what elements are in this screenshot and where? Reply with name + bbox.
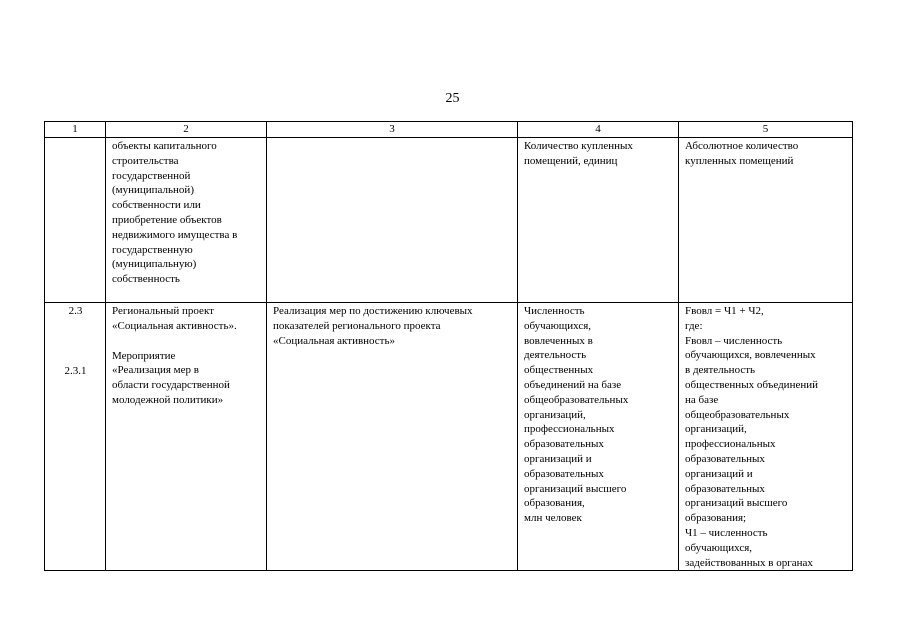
table-header-row <box>45 122 853 138</box>
indicator-cell: Численность обучающихся, вовлеченных в деятельность общественных объединений на базе общеобразовательных организаций, профессиональных образовательных организаций и образовательных организаций высшего образования, млн человек <box>518 303 679 571</box>
project-name: Региональный проект «Социальная активность». <box>112 305 237 332</box>
page-number: 25 <box>445 91 460 106</box>
item-name-cell <box>106 303 267 571</box>
description-cell: Реализация мер по достижению ключевых показателей регионального проекта «Социальная активность» <box>267 303 518 571</box>
description-cell <box>267 138 518 303</box>
row-number-cell <box>45 303 106 571</box>
column-header-5: 5 <box>679 122 853 138</box>
indicator-cell: Количество купленных помещений, единиц <box>518 138 679 303</box>
column-header-1: 1 <box>45 122 106 138</box>
activity-name: Мероприятие «Реализация мер в области государственной молодежной политики» <box>112 349 230 406</box>
activity-number: 2.3.1 <box>64 364 87 377</box>
column-header-4: 4 <box>518 122 679 138</box>
table-row <box>45 138 853 303</box>
project-number: 2.3 <box>68 305 83 317</box>
column-header-2: 2 <box>106 122 267 138</box>
row-number-cell <box>45 138 106 303</box>
method-cell: Абсолютное количество купленных помещений <box>679 138 853 303</box>
column-header-3: 3 <box>267 122 518 138</box>
method-cell: Fвовл = Ч1 + Ч2, где: Fвовл – численность обучающихся, вовлеченных в деятельность общественных объединений на базе общеобразовательных организаций, профессиональных образовательных организаций и образовательных организаций высшего образования; Ч1 – численность обучающихся, задействованных в органах <box>679 303 853 571</box>
indicators-table <box>44 121 853 571</box>
item-name-cell: объекты капитального строительства государственной (муниципальной) собственности или приобретение объектов недвижимого имущества в государственную (муниципальную) собственность <box>106 138 267 303</box>
table-row <box>45 303 853 571</box>
